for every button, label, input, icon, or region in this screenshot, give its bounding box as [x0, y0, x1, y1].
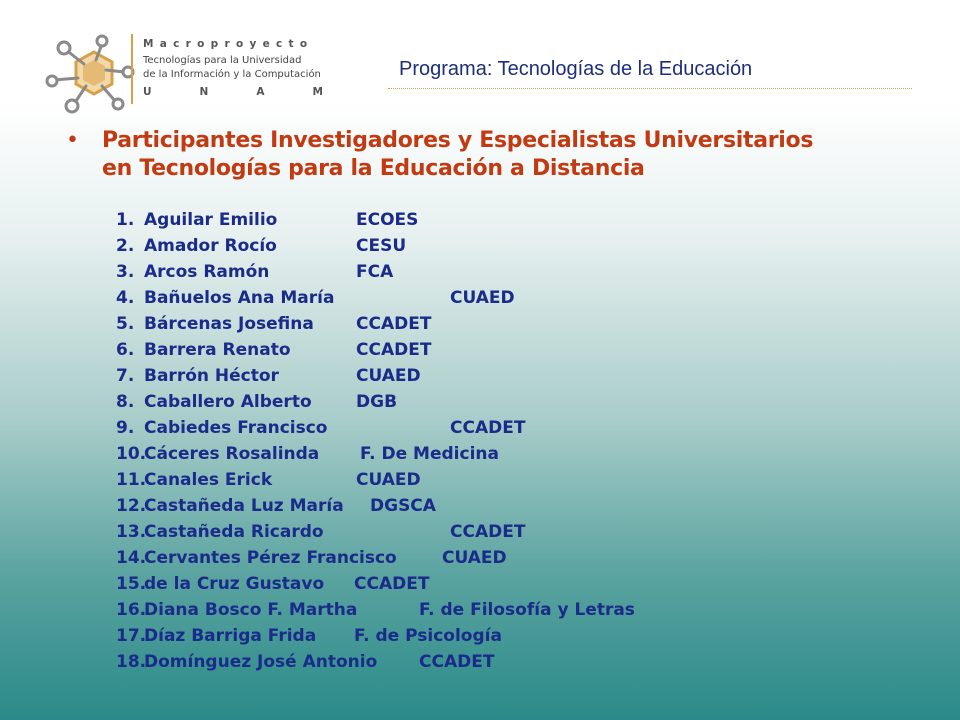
participant-name: Amador Rocío [144, 236, 277, 256]
slide-title-line2: en Tecnologías para la Educación a Distancia [102, 156, 645, 181]
participant-department: F. de Filosofía y Letras [419, 600, 635, 620]
participant-name: Castañeda Luz María [144, 496, 344, 516]
participant-name: Castañeda Ricardo [144, 522, 324, 542]
participant-department: CUAED [356, 470, 421, 490]
logo-unam-letter: A [256, 86, 265, 98]
participant-number: 16. [116, 600, 147, 620]
participant-department: CCADET [450, 522, 526, 542]
participant-name: Barrón Héctor [144, 366, 279, 386]
logo-unam-letter: U [143, 86, 152, 98]
participant-number: 6. [116, 340, 135, 360]
participant-number: 4. [116, 288, 135, 308]
participant-number: 8. [116, 392, 135, 412]
participant-name: Canales Erick [144, 470, 273, 490]
participant-name: Cervantes Pérez Francisco [144, 548, 397, 568]
participant-department: DGSCA [370, 496, 436, 516]
logo-subtitle-line2: de la Información y la Computación [143, 69, 321, 80]
participant-name: Díaz Barriga Frida [144, 626, 317, 646]
participant-name: de la Cruz Gustavo [144, 574, 325, 594]
logo-divider [131, 34, 133, 104]
participant-department: CCADET [419, 652, 495, 672]
participant-number: 14. [116, 548, 147, 568]
participant-department: CCADET [356, 340, 432, 360]
participant-number: 3. [116, 262, 135, 282]
logo-unam [143, 86, 323, 98]
logo-unam-letter: N [199, 86, 209, 98]
header-divider [388, 88, 912, 89]
participant-name: Bárcenas Josefina [144, 314, 314, 334]
participant-department: FCA [356, 262, 394, 282]
participant-name: Domínguez José Antonio [144, 652, 378, 672]
participant-name: Cabiedes Francisco [144, 418, 328, 438]
participant-number: 12. [116, 496, 147, 516]
logo-subtitle-line1: Tecnologías para la Universidad [143, 55, 302, 66]
participant-department: F. de Psicología [354, 626, 502, 646]
participant-number: 11. [116, 470, 147, 490]
participant-department: CUAED [356, 366, 421, 386]
participant-department: F. De Medicina [360, 444, 499, 464]
participant-number: 17. [116, 626, 147, 646]
bullet-icon: • [66, 128, 79, 153]
participant-department: CCADET [354, 574, 430, 594]
logo-unam-letter: M [312, 86, 323, 98]
participant-number: 5. [116, 314, 135, 334]
participant-number: 18. [116, 652, 147, 672]
participant-name: Aguilar Emilio [144, 210, 278, 230]
participant-name: Barrera Renato [144, 340, 291, 360]
participant-name: Caballero Alberto [144, 392, 312, 412]
participant-department: CESU [356, 236, 407, 256]
participant-department: CUAED [442, 548, 507, 568]
participant-name: Bañuelos Ana María [144, 288, 335, 308]
participant-name: Arcos Ramón [144, 262, 270, 282]
participant-number: 10. [116, 444, 147, 464]
slide-title-line1: Participantes Investigadores y Especialistas Universitarios [102, 128, 814, 153]
participant-department: CCADET [450, 418, 526, 438]
participant-number: 7. [116, 366, 135, 386]
slide-title [102, 127, 813, 183]
participant-name: Cáceres Rosalinda [144, 444, 320, 464]
logo-title: Macroproyecto [143, 38, 314, 50]
participant-department: CCADET [356, 314, 432, 334]
participant-number: 15. [116, 574, 147, 594]
participant-department: DGB [356, 392, 398, 412]
participant-number: 1. [116, 210, 135, 230]
participant-department: ECOES [356, 210, 419, 230]
participant-name: Diana Bosco F. Martha [144, 600, 358, 620]
participant-department: CUAED [450, 288, 515, 308]
participant-number: 13. [116, 522, 147, 542]
participant-number: 9. [116, 418, 135, 438]
participant-number: 2. [116, 236, 135, 256]
program-title: Programa: Tecnologías de la Educación [399, 58, 753, 80]
macroproyecto-logo-icon [44, 30, 144, 116]
